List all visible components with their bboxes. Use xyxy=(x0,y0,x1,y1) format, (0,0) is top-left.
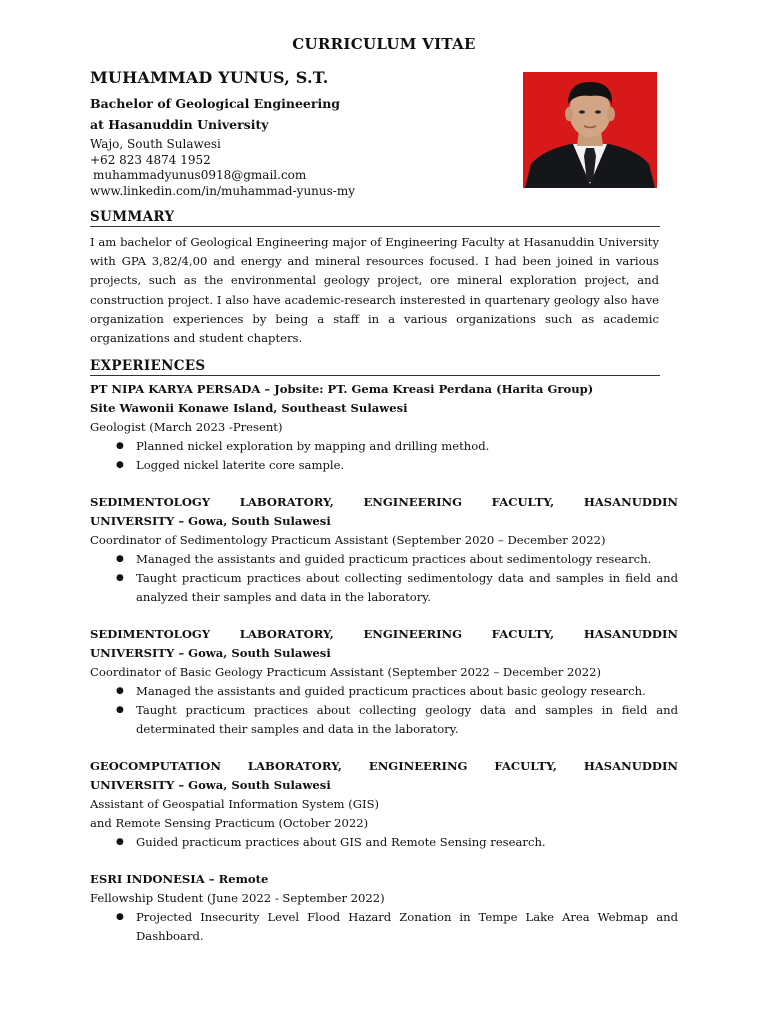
bullet-text: Managed the assistants and guided practicum practices about sedimentology research. xyxy=(136,552,652,566)
experience-bullets xyxy=(90,833,678,852)
bullet-icon: ● xyxy=(116,837,124,847)
degree-line: Bachelor of Geological Engineering xyxy=(90,96,341,111)
bullet-icon: ● xyxy=(116,460,124,470)
bullet-item xyxy=(90,437,678,456)
bullet-text: Planned nickel exploration by mapping and drilling method. xyxy=(136,439,490,453)
summary-heading: SUMMARY xyxy=(90,209,660,227)
experience-item-esri xyxy=(90,870,678,946)
experience-role: Fellowship Student (June 2022 - September 2022) xyxy=(90,891,385,905)
bullet-icon: ● xyxy=(116,554,124,564)
bullet-icon: ● xyxy=(116,912,124,922)
bullet-item xyxy=(90,833,678,852)
email-link[interactable]: muhammadyunus0918@gmail.com xyxy=(93,168,307,182)
bullet-item xyxy=(90,550,678,569)
bullet-text: Guided practicum practices about GIS and Remote Sensing research. xyxy=(136,835,546,849)
bullet-text: Logged nickel laterite core sample. xyxy=(136,458,345,472)
experience-bullets xyxy=(90,908,678,946)
experience-role: Coordinator of Basic Geology Practicum Assistant (September 2022 – December 2022) xyxy=(90,665,601,679)
experience-organization: SEDIMENTOLOGY LABORATORY, ENGINEERING FACULTY, HASANUDDIN xyxy=(90,495,678,509)
bullet-icon: ● xyxy=(116,573,124,583)
experience-bullets xyxy=(90,550,678,607)
experience-bullets xyxy=(90,437,678,475)
bullet-icon: ● xyxy=(116,686,124,696)
bullet-item xyxy=(90,701,678,739)
experience-organization: ESRI INDONESIA – Remote xyxy=(90,872,269,886)
experience-item-sedimentology-2 xyxy=(90,625,678,739)
university-line: at Hasanuddin University xyxy=(90,117,269,132)
bullet-item xyxy=(90,569,678,607)
bullet-text: Managed the assistants and guided practicum practices about basic geology research. xyxy=(136,684,646,698)
bullet-text: Taught practicum practices about collecting sedimentology data and samples in field and analyzed their samples and data in the laboratory. xyxy=(136,571,678,604)
experience-role-cont: and Remote Sensing Practicum (October 2022) xyxy=(90,816,369,830)
bullet-item xyxy=(90,682,678,701)
experience-item-sedimentology-1 xyxy=(90,493,678,607)
experience-bullets xyxy=(90,682,678,739)
experience-organization: GEOCOMPUTATION LABORATORY, ENGINEERING FACULTY, HASANUDDIN xyxy=(90,759,678,773)
experience-organization-cont: UNIVERSITY – Gowa, South Sulawesi xyxy=(90,514,331,528)
experience-item-nipa xyxy=(90,380,678,475)
experience-role: Geologist (March 2023 -Present) xyxy=(90,420,283,434)
phone-text: +62 823 4874 1952 xyxy=(90,152,211,167)
contact-info xyxy=(90,137,510,199)
experience-role: Assistant of Geospatial Information System (GIS) xyxy=(90,797,380,811)
experience-organization-cont: UNIVERSITY – Gowa, South Sulawesi xyxy=(90,778,331,792)
linkedin-link[interactable]: www.linkedin.com/in/muhammad-yunus-my xyxy=(90,183,355,198)
summary-text: I am bachelor of Geological Engineering major of Engineering Faculty at Hasanuddin University with GPA 3,82/4,00 and energy and mineral resources focused. I had been joined in various projects, such as the environmental geology project, ore mineral exploration project, and construction project. I also have academic-research insterested in quartenary geology also have organization experiences by being a staff in a various organizations such as academic organizations and student chapters. xyxy=(90,235,659,346)
experience-organization: PT NIPA KARYA PERSADA – Jobsite: PT. Gema Kreasi Perdana (Harita Group) xyxy=(90,382,594,396)
experience-item-geocomputation xyxy=(90,757,678,852)
person-name: MUHAMMAD YUNUS, S.T. xyxy=(90,68,329,87)
profile-photo xyxy=(523,72,657,188)
experience-organization-cont: UNIVERSITY – Gowa, South Sulawesi xyxy=(90,646,331,660)
bullet-text: Taught practicum practices about collecting geology data and samples in field and determinated their samples and data in the laboratory. xyxy=(136,703,678,736)
experience-location: Site Wawonii Konawe Island, Southeast Sulawesi xyxy=(90,401,408,415)
location-text: Wajo, South Sulawesi xyxy=(90,137,221,151)
bullet-item xyxy=(90,908,678,946)
experience-role: Coordinator of Sedimentology Practicum Assistant (September 2020 – December 2022) xyxy=(90,533,606,547)
bullet-icon: ● xyxy=(116,441,124,451)
bullet-item xyxy=(90,456,678,475)
bullet-text: Projected Insecurity Level Flood Hazard Zonation in Tempe Lake Area Webmap and Dashboard. xyxy=(136,910,678,943)
experience-organization: SEDIMENTOLOGY LABORATORY, ENGINEERING FACULTY, HASANUDDIN xyxy=(90,627,678,641)
page-title: CURRICULUM VITAE xyxy=(292,35,476,53)
bullet-icon: ● xyxy=(116,705,124,715)
experiences-heading: EXPERIENCES xyxy=(90,358,660,376)
profile-header xyxy=(90,68,510,199)
portrait-image xyxy=(523,72,657,188)
